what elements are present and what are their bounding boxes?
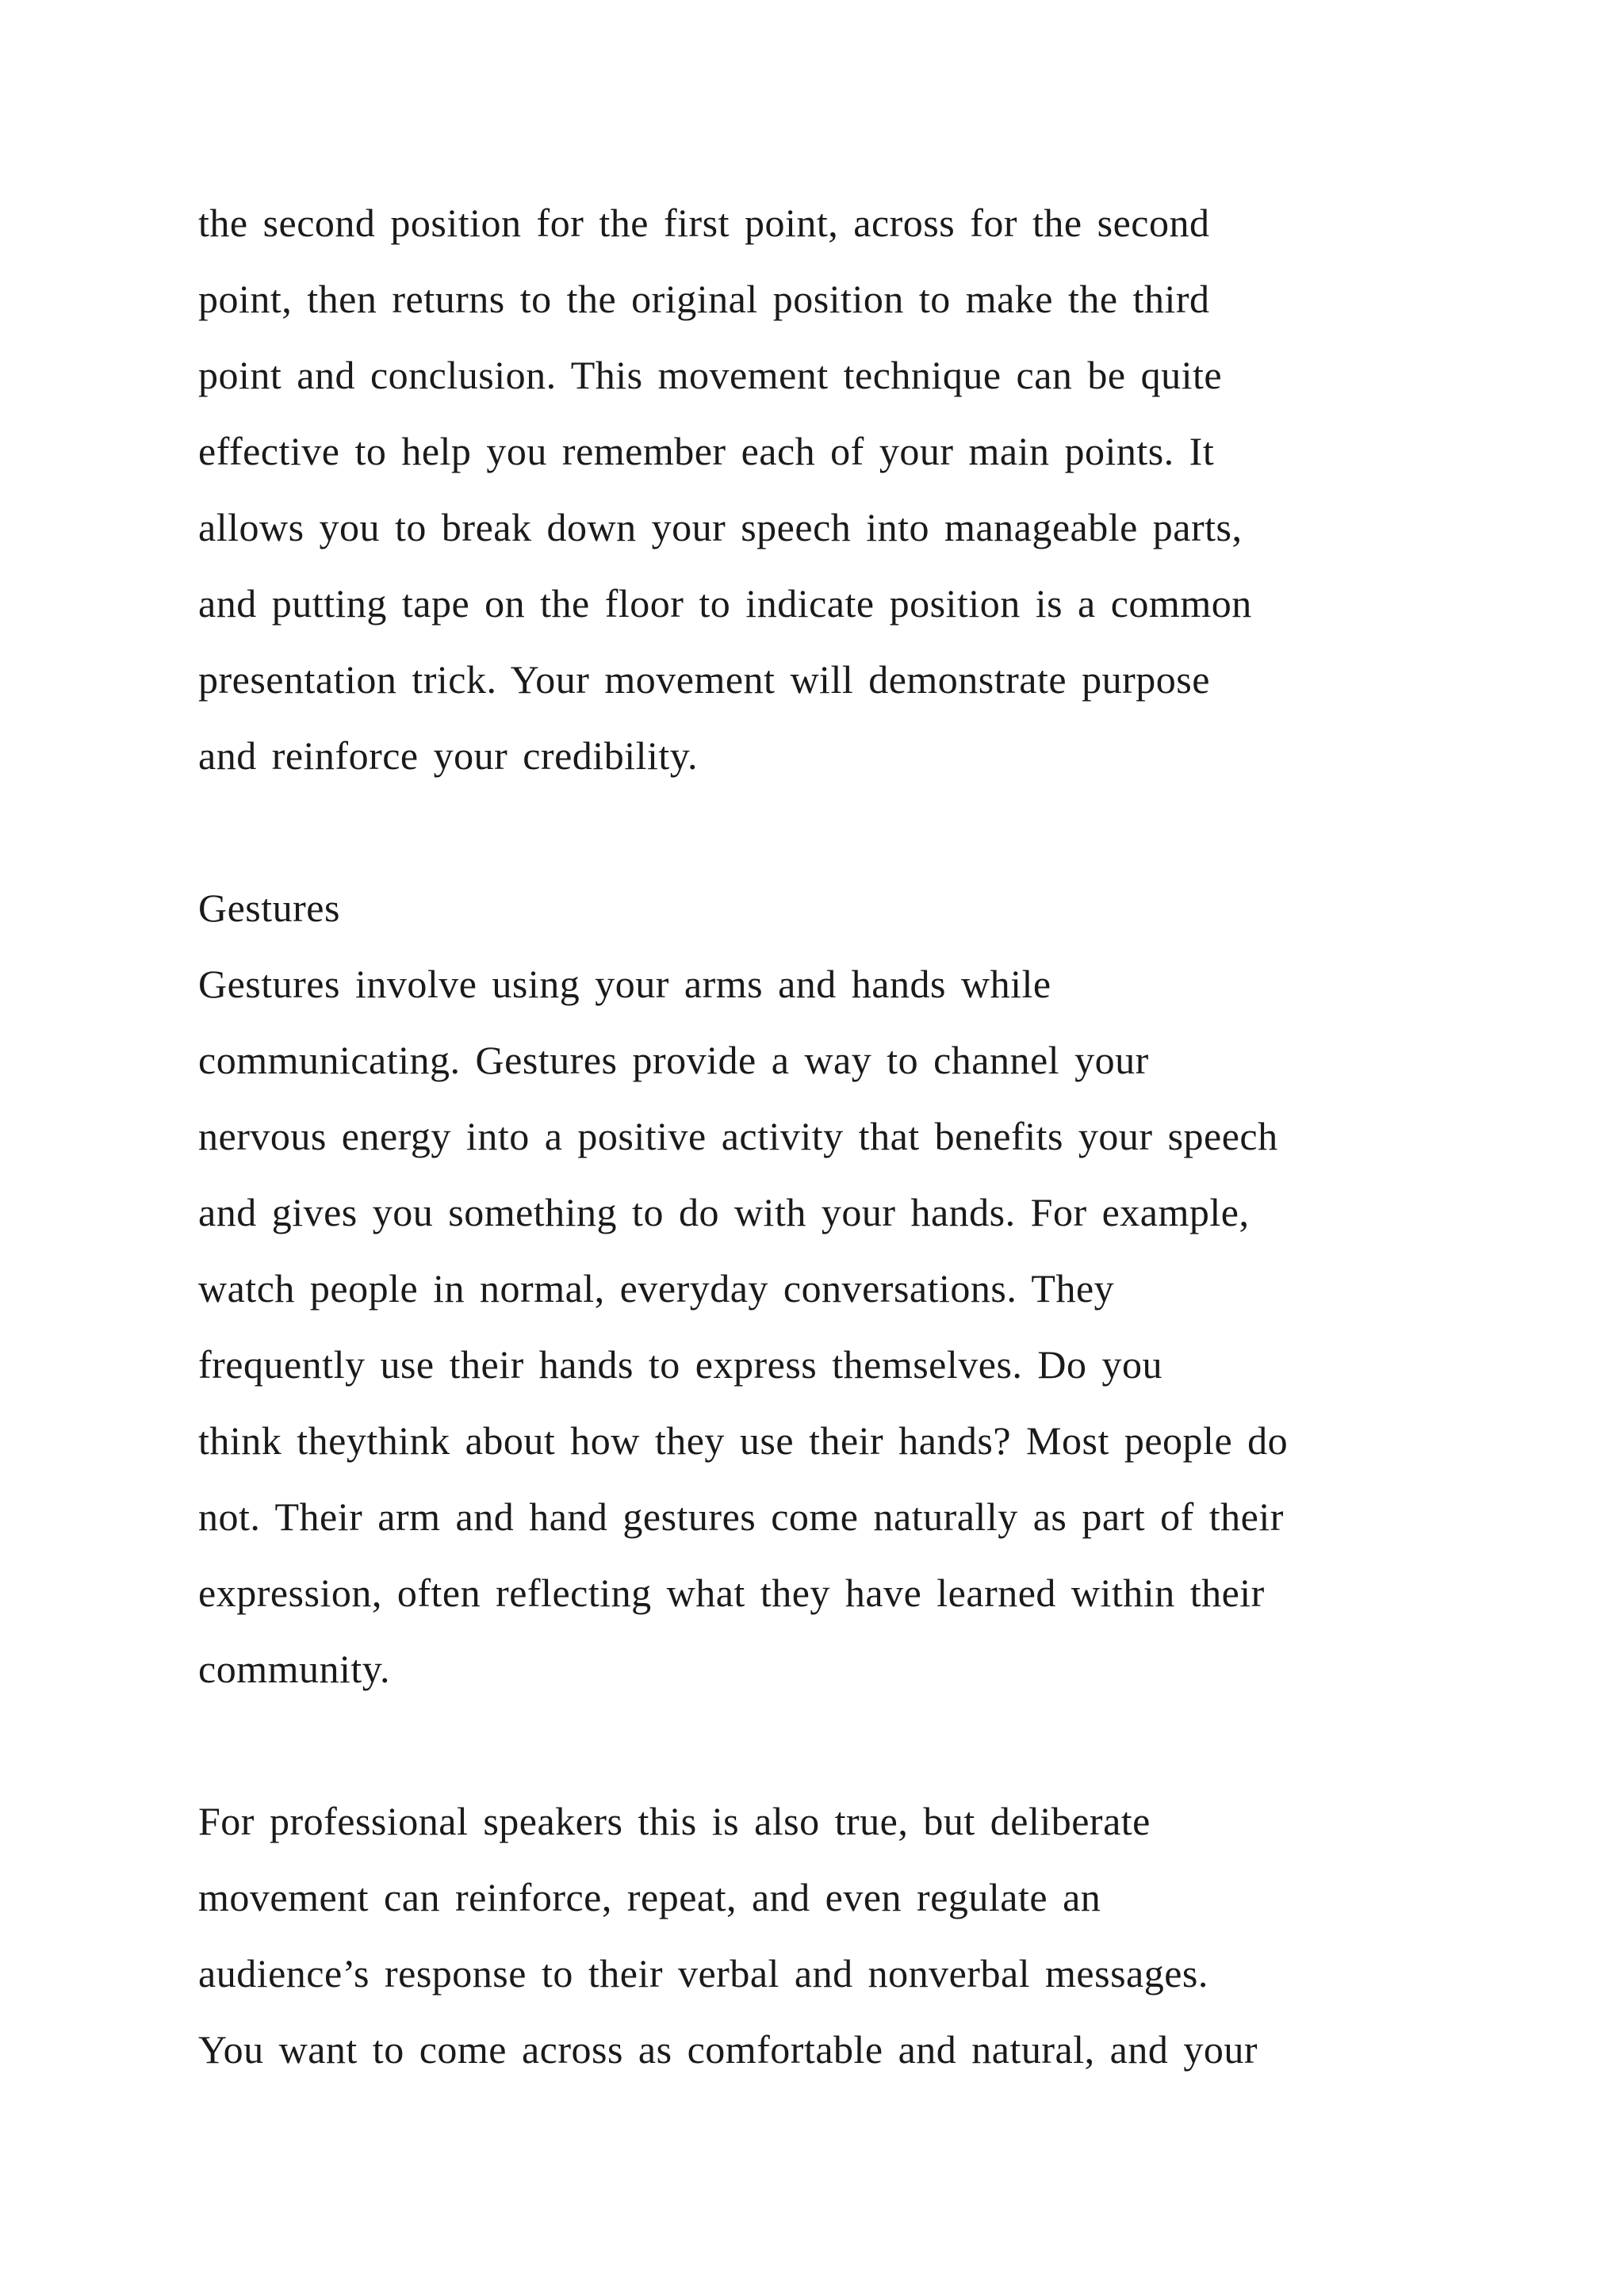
paragraph-2-line-10: community.	[198, 1647, 391, 1691]
paragraph-2-line-3: nervous energy into a positive activity that benefits your speech	[198, 1114, 1278, 1158]
paragraph-2-line-6: frequently use their hands to express themselves. Do you	[198, 1342, 1163, 1387]
paragraph-2-line-2: communicating. Gestures provide a way to channel your	[198, 1038, 1149, 1082]
paragraph-1-line-1: the second position for the first point, across for the second	[198, 201, 1210, 245]
section-heading: Gestures	[198, 886, 340, 930]
paragraph-2-line-1: Gestures involve using your arms and hands while	[198, 962, 1051, 1006]
paragraph-2-line-5: watch people in normal, everyday conversations. They	[198, 1266, 1115, 1311]
paragraph-3-line-1: For professional speakers this is also true, but deliberate	[198, 1799, 1151, 1843]
paragraph-1-line-8: and reinforce your credibility.	[198, 733, 699, 778]
paragraph-3-line-3: audience’s response to their verbal and nonverbal messages.	[198, 1951, 1208, 1996]
paragraph-1-line-7: presentation trick. Your movement will demonstrate purpose	[198, 657, 1210, 702]
paragraph-1-line-3: point and conclusion. This movement technique can be quite	[198, 353, 1223, 397]
paragraph-3-line-4: You want to come across as comfortable and natural, and your	[198, 2027, 1258, 2072]
paragraph-2-line-4: and gives you something to do with your hands. For example,	[198, 1190, 1250, 1234]
paragraph-1-line-2: point, then returns to the original position to make the third	[198, 277, 1210, 321]
paragraph-2-line-7: think theythink about how they use their hands? Most people do	[198, 1418, 1289, 1463]
paragraph-1-line-5: allows you to break down your speech into manageable parts,	[198, 505, 1243, 549]
paragraph-2-line-8: not. Their arm and hand gestures come naturally as part of their	[198, 1494, 1284, 1539]
paragraph-3-line-2: movement can reinforce, repeat, and even regulate an	[198, 1875, 1101, 1919]
paragraph-2-line-9: expression, often reflecting what they have learned within their	[198, 1571, 1265, 1615]
paragraph-1-line-6: and putting tape on the floor to indicate position is a common	[198, 581, 1252, 626]
paragraph-1-line-4: effective to help you remember each of your main points. It	[198, 429, 1215, 473]
